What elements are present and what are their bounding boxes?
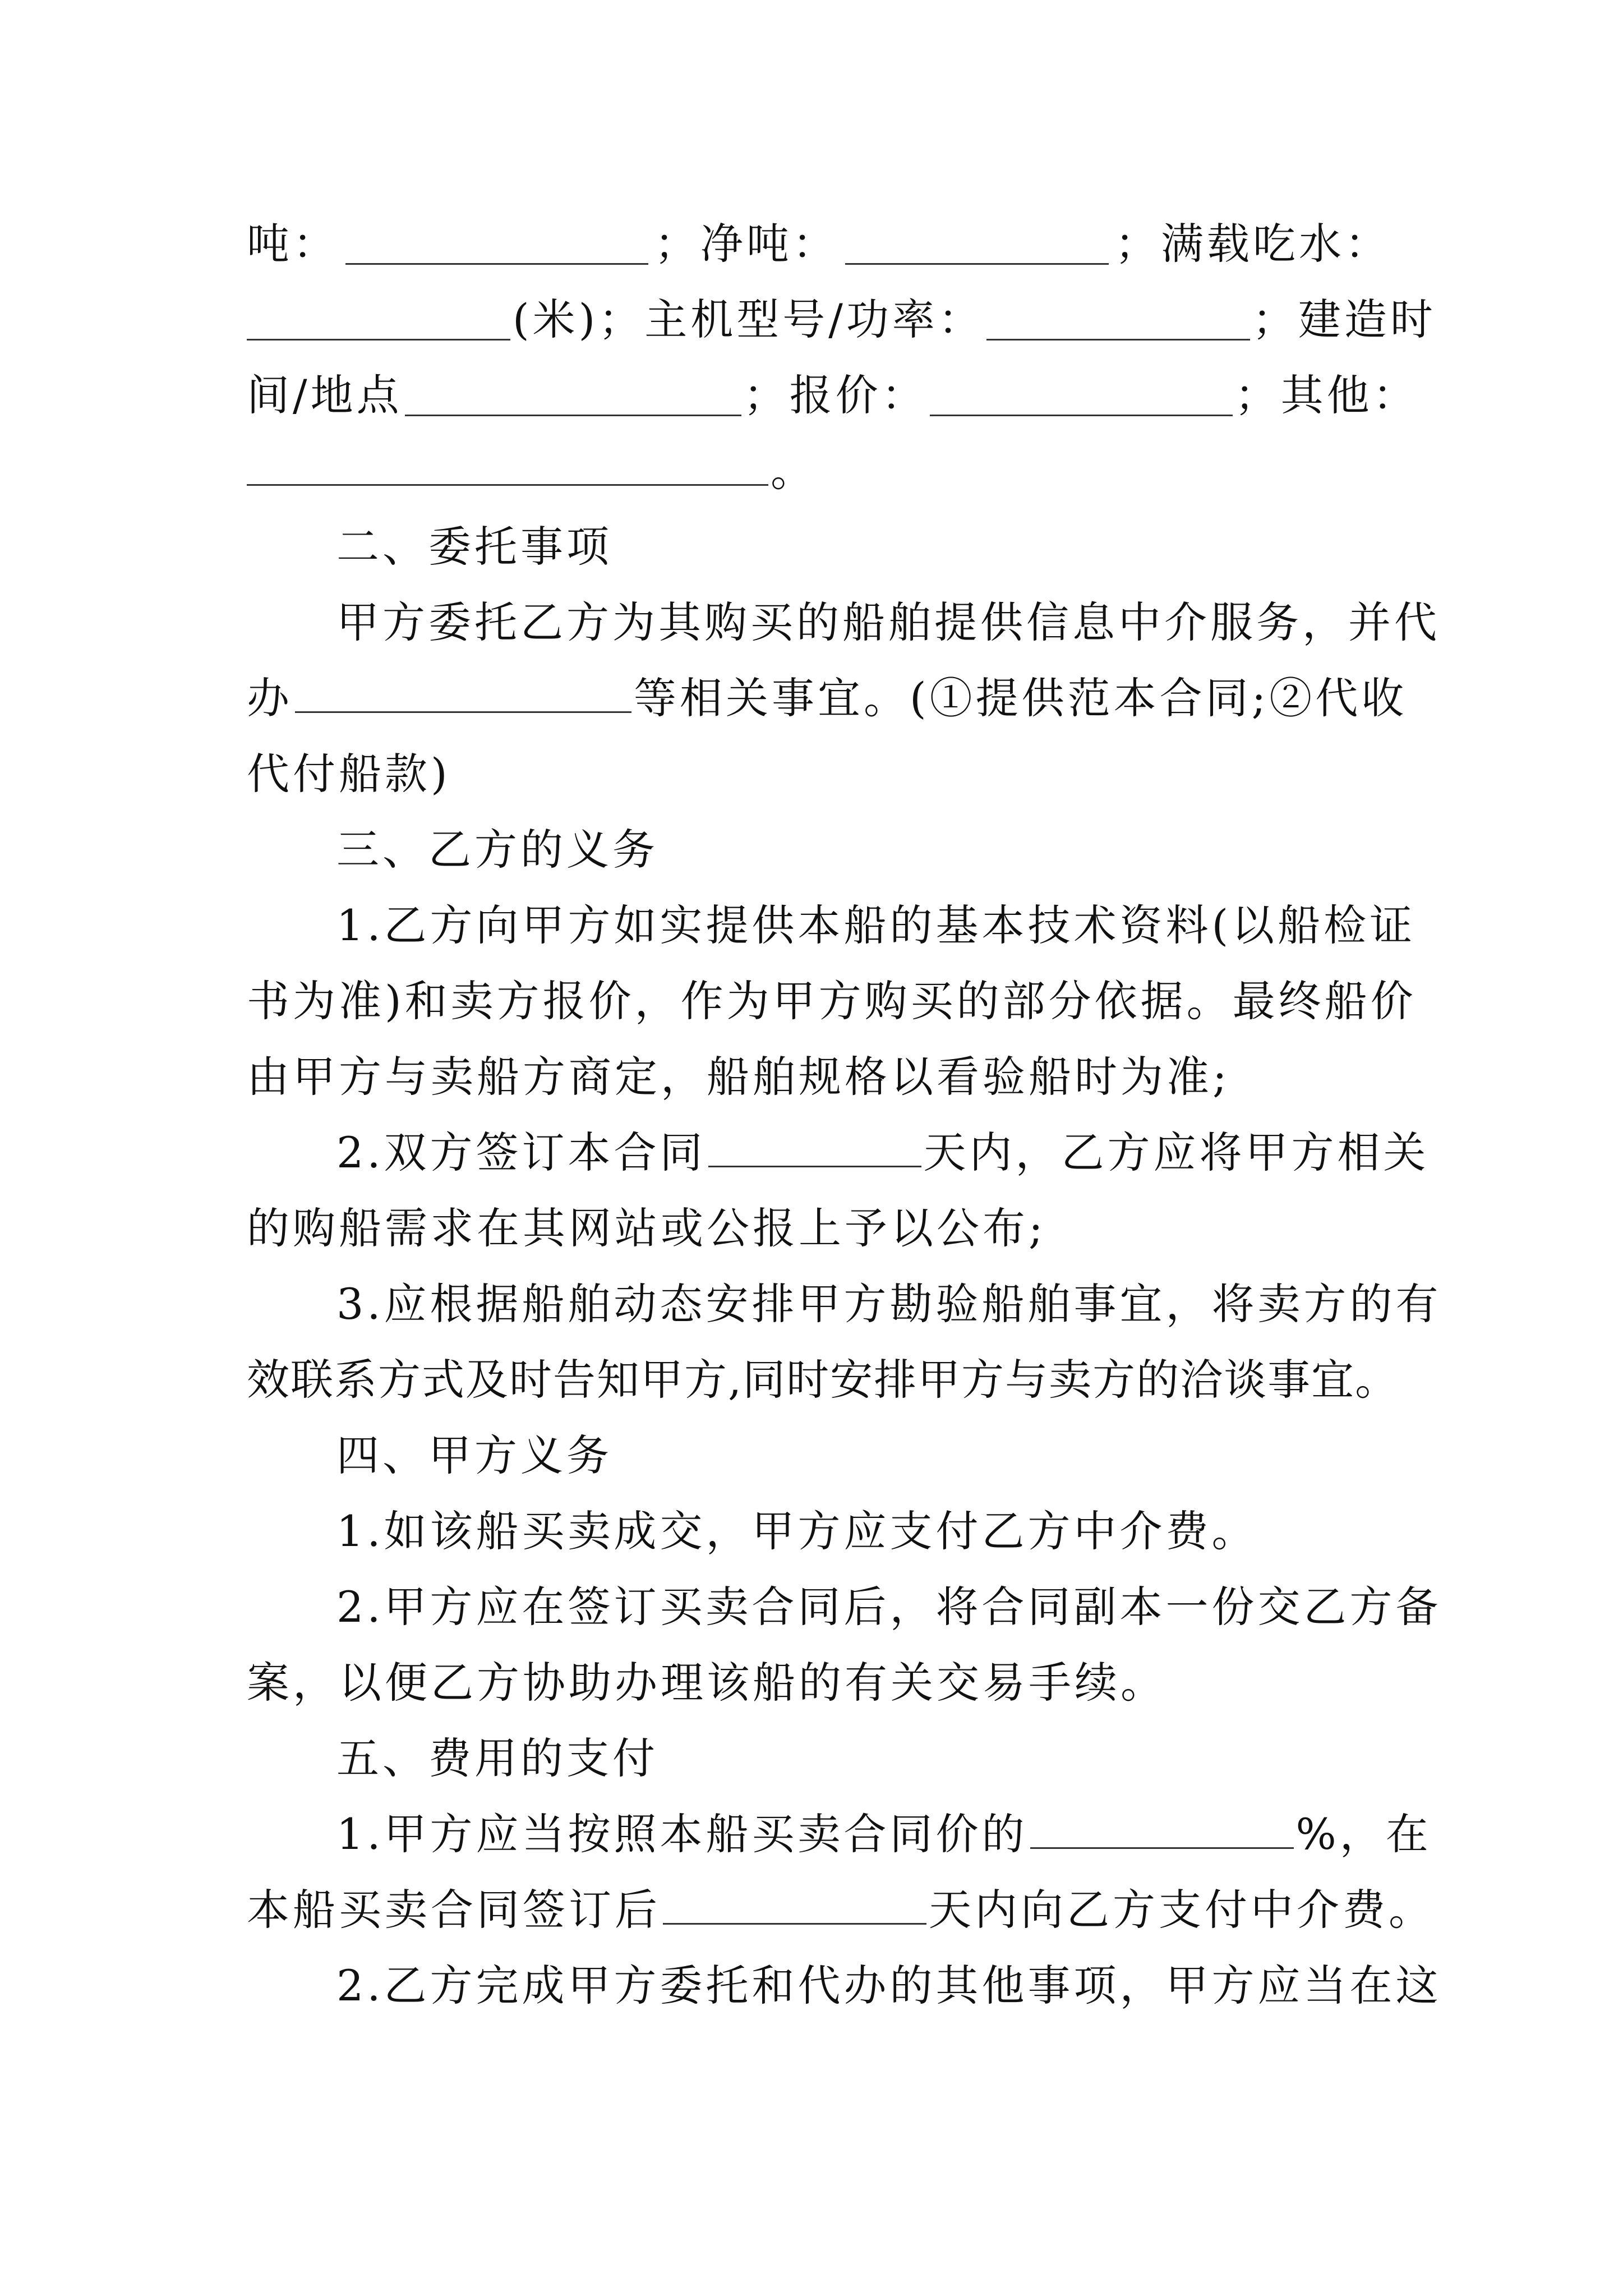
text-line — [247, 289, 1436, 351]
text-segment: 天内，乙方应将甲方相关 — [923, 1128, 1430, 1177]
text-segment: %，在 — [1295, 1809, 1432, 1859]
text-segment: 办 — [247, 673, 293, 723]
blank-field — [845, 224, 1109, 265]
paragraph-line: 的购船需求在其网站或公报上予以公布; — [247, 1203, 1046, 1253]
paragraph-line: 3.应根据船舶动态安排甲方勘验船舶事宜，将卖方的有 — [336, 1279, 1442, 1329]
text-segment: ；净吨： — [654, 219, 838, 269]
text-segment: 间/地点 — [247, 370, 403, 420]
text-segment: ；报价： — [743, 370, 928, 420]
text-segment: ；满载吃水： — [1115, 219, 1391, 269]
text-segment: 。 — [771, 446, 817, 496]
blank-field — [247, 300, 510, 341]
text-segment: ；建造时 — [1252, 295, 1436, 344]
text-line — [336, 1803, 1432, 1865]
paragraph-line: 2.甲方应在签订买卖合同后，将合同副本一份交乙方备 — [336, 1582, 1442, 1632]
paragraph-line: 由甲方与卖船方商定，船舶规格以看验船时为准; — [247, 1052, 1230, 1102]
text-line — [247, 1879, 1435, 1941]
paragraph-line: 甲方委托乙方为其购买的船舶提供信息中介服务，并代 — [336, 597, 1440, 647]
paragraph-line: 代付船款) — [247, 749, 451, 799]
text-segment: 天内向乙方支付中介费。 — [929, 1885, 1435, 1935]
text-segment: (米)；主机型号/功率： — [513, 295, 984, 344]
section-heading: 五、费用的支付 — [336, 1733, 658, 1783]
text-segment: 1.甲方应当按照本船买卖合同价的 — [336, 1809, 1028, 1859]
text-line — [247, 440, 1391, 502]
section-heading: 四、甲方义务 — [336, 1430, 612, 1480]
blank-field — [295, 672, 631, 713]
text-line — [247, 213, 1391, 275]
blank-field — [986, 300, 1250, 341]
text-line — [247, 365, 1419, 426]
blank-field — [1030, 1808, 1294, 1849]
paragraph-line: 书为准)和卖方报价，作为甲方购买的部分依据。最终船价 — [247, 976, 1417, 1026]
text-segment: ；其他： — [1234, 370, 1419, 420]
blank-field — [663, 1884, 926, 1925]
blank-field — [708, 1126, 921, 1167]
blank-field — [405, 375, 741, 416]
blank-field — [247, 445, 768, 486]
blank-field — [930, 375, 1233, 416]
text-segment: 吨： — [247, 219, 339, 269]
paragraph-line: 1.如该船买卖成交，甲方应支付乙方中介费。 — [336, 1506, 1258, 1556]
text-line — [247, 668, 1408, 729]
text-segment: 本船买卖合同签订后 — [247, 1885, 661, 1935]
paragraph-line: 案，以便乙方协助办理该船的有关交易手续。 — [247, 1658, 1166, 1708]
paragraph-line: 2.乙方完成甲方委托和代办的其他事项，甲方应当在这 — [336, 1961, 1442, 2010]
text-line — [336, 1122, 1430, 1184]
text-segment: 等相关事宜。(①提供范本合同;②代收 — [634, 673, 1408, 723]
paragraph-line: 效联系方式及时告知甲方,同时安排甲方与卖方的洽谈事宜。 — [247, 1355, 1399, 1405]
paragraph-line: 1.乙方向甲方如实提供本船的基本技术资料(以船检证 — [336, 900, 1416, 950]
section-heading: 二、委托事项 — [336, 522, 612, 572]
text-segment: 2.双方签订本合同 — [336, 1128, 706, 1177]
blank-field — [345, 224, 648, 265]
section-heading: 三、乙方的义务 — [336, 825, 658, 875]
